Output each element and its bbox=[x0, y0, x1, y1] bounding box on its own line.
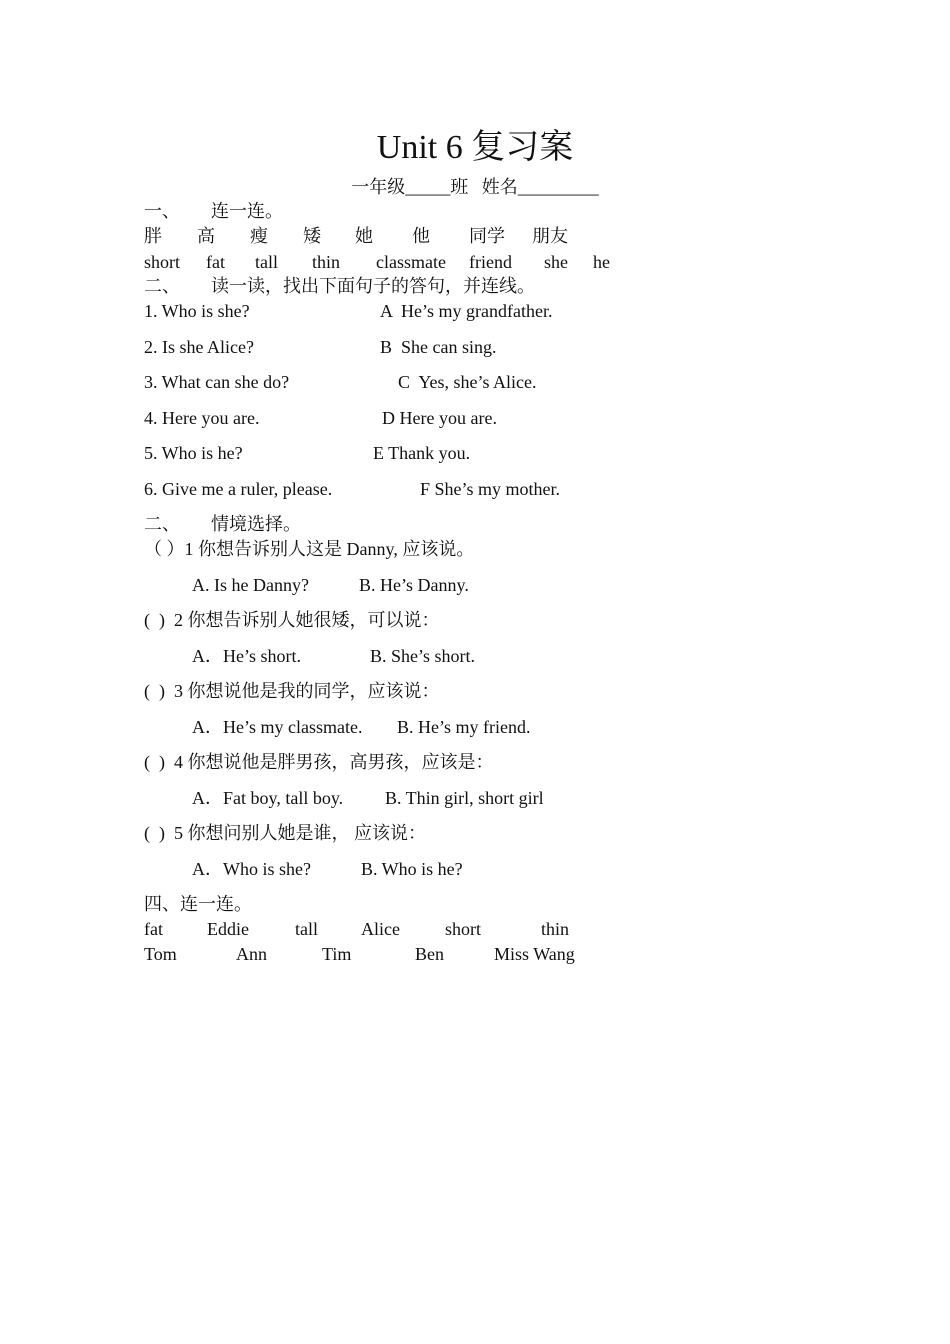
match-word: tall bbox=[295, 919, 318, 939]
answer: D Here you are. bbox=[382, 408, 497, 428]
english-word: short bbox=[144, 252, 180, 272]
english-word: friend bbox=[469, 252, 512, 272]
match-word: thin bbox=[541, 919, 570, 939]
match-word: fat bbox=[144, 919, 163, 939]
choice-option-b: B. She’s short. bbox=[370, 646, 476, 666]
question: 1. Who is she? bbox=[144, 301, 250, 321]
english-word: tall bbox=[255, 252, 278, 272]
section3-heading: 情境选择。 bbox=[211, 514, 301, 534]
chinese-word: 高 bbox=[197, 226, 215, 246]
choice-option-a: A．He’s my classmate. bbox=[192, 717, 363, 737]
match-name: Miss Wang bbox=[494, 944, 575, 964]
section1-heading: 连一连。 bbox=[211, 201, 283, 221]
choice-question: ( ) 5 你想问别人她是谁， 应该说： bbox=[144, 823, 426, 843]
choice-question: ( ) 4 你想说他是胖男孩，高男孩，应该是： bbox=[144, 752, 494, 772]
section1-number: 一、 bbox=[144, 201, 180, 221]
question: 5. Who is he? bbox=[144, 443, 243, 463]
chinese-word: 她 bbox=[355, 226, 373, 246]
answer: F She’s my mother. bbox=[420, 479, 561, 499]
chinese-word: 胖 bbox=[144, 226, 162, 246]
english-word: classmate bbox=[376, 252, 446, 272]
choice-question: （ ）1 你想告诉别人这是 Danny, 应该说。 bbox=[144, 539, 475, 559]
choice-option-b: B. He’s my friend. bbox=[397, 717, 531, 737]
question: 3. What can she do? bbox=[144, 372, 290, 392]
question: 4. Here you are. bbox=[144, 408, 260, 428]
chinese-word: 他 bbox=[412, 226, 430, 246]
choice-option-b: B. Who is he? bbox=[361, 859, 463, 879]
chinese-word: 同学 bbox=[469, 226, 505, 246]
chinese-word: 瘦 bbox=[250, 226, 268, 246]
answer: E Thank you. bbox=[373, 443, 471, 463]
section4-heading: 四、连一连。 bbox=[144, 894, 252, 914]
answer: C Yes, she’s Alice. bbox=[398, 372, 537, 392]
choice-option-a: A．Who is she? bbox=[192, 859, 311, 879]
match-name: Ann bbox=[236, 944, 267, 964]
choice-option-b: B. He’s Danny. bbox=[359, 575, 469, 595]
match-name: Ben bbox=[415, 944, 444, 964]
answer: A He’s my grandfather. bbox=[380, 301, 553, 321]
english-word: she bbox=[544, 252, 568, 272]
question: 6. Give me a ruler, please. bbox=[144, 479, 333, 499]
english-word: he bbox=[593, 252, 610, 272]
choice-question: ( ) 2 你想告诉别人她很矮，可以说： bbox=[144, 610, 440, 630]
choice-option-a: A．He’s short. bbox=[192, 646, 301, 666]
section2-number: 二、 bbox=[144, 276, 180, 296]
chinese-word: 矮 bbox=[303, 226, 321, 246]
match-word: Eddie bbox=[207, 919, 249, 939]
section3-number: 二、 bbox=[144, 514, 180, 534]
match-word: Alice bbox=[361, 919, 400, 939]
choice-option-a: A. Is he Danny? bbox=[192, 575, 309, 595]
english-word: thin bbox=[312, 252, 341, 272]
section2-heading: 读一读，找出下面句子的答句，并连线。 bbox=[211, 276, 535, 296]
question: 2. Is she Alice? bbox=[144, 337, 254, 357]
answer: B She can sing. bbox=[380, 337, 497, 357]
chinese-word: 朋友 bbox=[532, 226, 568, 246]
page-title: Unit 6 复习案 bbox=[376, 129, 574, 166]
choice-option-a: A．Fat boy, tall boy. bbox=[192, 788, 344, 808]
class-name-line: 一年级_____班 姓名_________ bbox=[351, 177, 599, 197]
match-name: Tim bbox=[322, 944, 352, 964]
choice-question: ( ) 3 你想说他是我的同学，应该说： bbox=[144, 681, 440, 701]
match-name: Tom bbox=[144, 944, 177, 964]
choice-option-b: B. Thin girl, short girl bbox=[385, 788, 544, 808]
english-word: fat bbox=[206, 252, 225, 272]
match-word: short bbox=[445, 919, 481, 939]
